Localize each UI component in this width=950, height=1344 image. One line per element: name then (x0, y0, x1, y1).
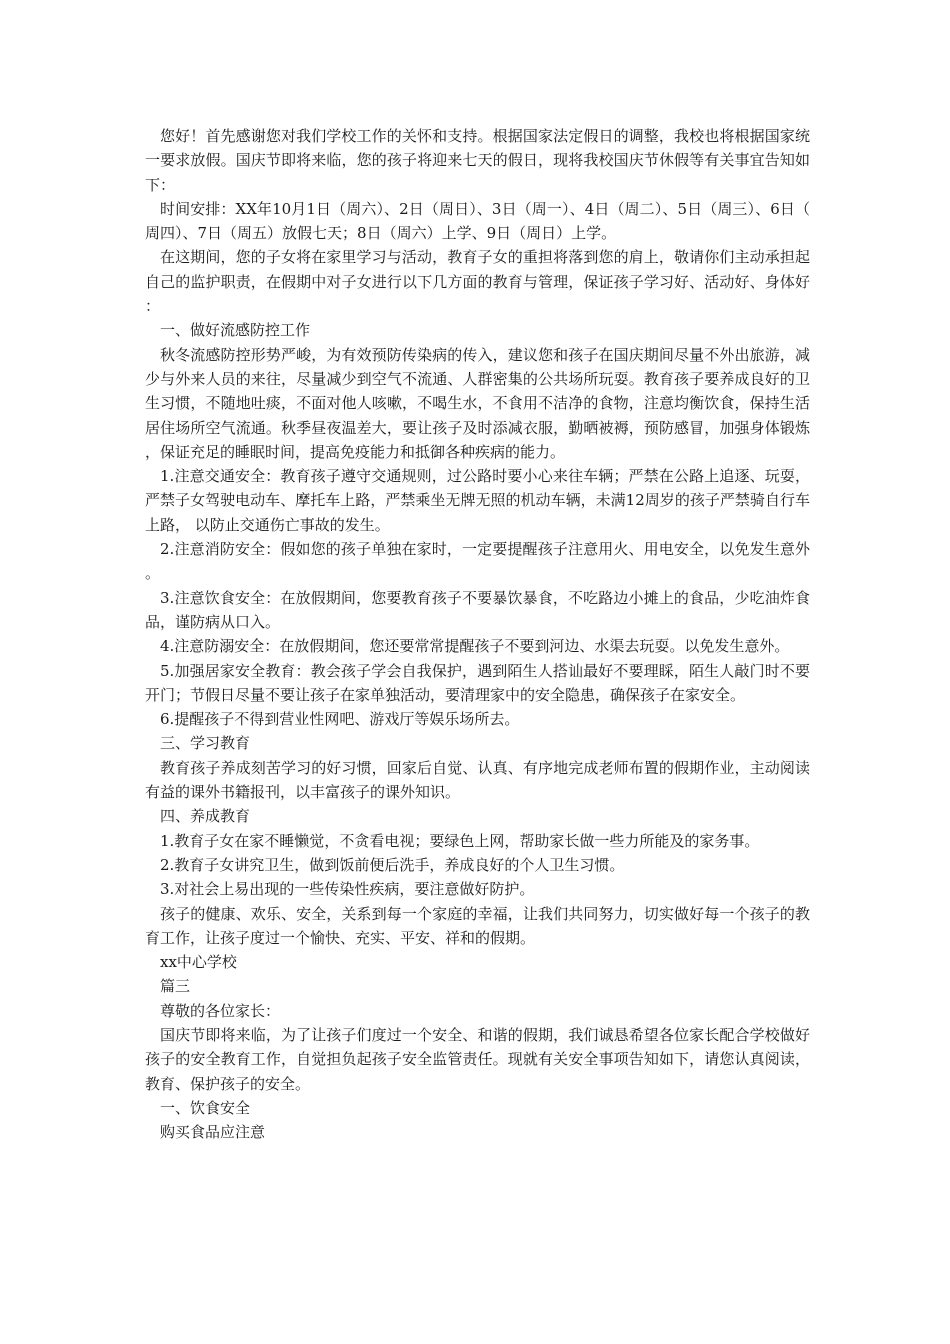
flu-paragraph: 秋冬流感防控形势严峻，为有效预防传染病的传入，建议您和孩子在国庆期间尽量不外出旅游，减少与外来人员的来往，尽量减少到空气不流通、人群密集的公共场所玩耍。教育孩子要养成良好的卫生习惯，不随地吐痰，不面对他人咳嗽，不喝生水，不食用不洁净的食物，注意均衡饮食，保持生活居住场所空气流通。秋季昼夜温差大，要让孩子及时添减衣服，勤晒被褥，预防感冒，加强身体锻炼，保证充足的睡眠时间，提高免疫能力和抵御各种疾病的能力。 (145, 345, 810, 461)
document-body (145, 124, 810, 1144)
list-item-traffic: 1.注意交通安全：教育孩子遵守交通规则，过公路时要小心来往车辆；严禁在公路上追逐、玩耍，严禁子女驾驶电动车、摩托车上路，严禁乘坐无牌无照的机动车辆，未满12周岁的孩子严禁骑自行车上路， 以防止交通伤亡事故的发生。 (145, 467, 810, 534)
part-heading: 篇三 (160, 977, 191, 996)
food-purchase-line: 购买食品应注意 (160, 1123, 266, 1142)
section-heading-study: 三、学习教育 (160, 734, 251, 753)
list-item-venues: 6.提醒孩子不得到营业性网吧、游戏厅等娱乐场所去。 (160, 710, 520, 729)
section-heading-habits: 四、养成教育 (160, 807, 251, 826)
signature: xx中心学校 (160, 953, 237, 972)
list-item-habits-3: 3.对社会上易出现的一些传染性疾病，要注意做好防护。 (160, 880, 535, 899)
list-item-food: 3.注意饮食安全：在放假期间，您要教育孩子不要暴饮暴食，不吃路边小摊上的食品，少吃油炸食品，谨防病从口入。 (145, 588, 810, 631)
schedule-paragraph: 时间安排：XX年10月1日（周六）、2日（周日）、3日（周一）、4日（周二）、5日（周三）、6日（周四）、7日（周五）放假七天；8日（周六）上学、9日（周日）上学。 (145, 199, 810, 243)
list-item-drowning: 4.注意防溺安全：在放假期间，您还要常常提醒孩子不要到河边、水渠去玩耍。以免发生意外。 (160, 637, 790, 656)
salutation: 尊敬的各位家长： (160, 1001, 281, 1020)
section-heading-food: 一、饮食安全 (160, 1098, 251, 1117)
study-paragraph: 教育孩子养成刻苦学习的好习惯，回家后自觉、认真、有序地完成老师布置的假期作业，主动阅读有益的课外书籍报刊，以丰富孩子的课外知识。 (145, 758, 810, 802)
notice-paragraph: 国庆节即将来临，为了让孩子们度过一个安全、和谐的假期，我们诚恳希望各位家长配合学校做好孩子的安全教育工作，自觉担负起孩子安全监管责任。现就有关安全事项告知如下，请您认真阅读，教育、保护孩子的安全。 (145, 1025, 810, 1093)
closing-paragraph: 孩子的健康、欢乐、安全，关系到每一个家庭的幸福，让我们共同努力，切实做好每一个孩子的教育工作，让孩子度过一个愉快、充实、平安、祥和的假期。 (145, 904, 810, 947)
list-item-habits-2: 2.教育子女讲究卫生，做到饭前便后洗手，养成良好的个人卫生习惯。 (160, 855, 625, 874)
list-item-habits-1: 1.教育子女在家不睡懒觉，不贪看电视；要绿色上网，帮助家长做一些力所能及的家务事。 (160, 831, 760, 850)
list-item-fire: 2.注意消防安全：假如您的孩子单独在家时，一定要提醒孩子注意用火、用电安全，以免发生意外。 (145, 540, 810, 583)
section-heading-flu: 一、做好流感防控工作 (160, 321, 311, 340)
list-item-home: 5.加强居家安全教育：教会孩子学会自我保护，遇到陌生人搭讪最好不要理睬，陌生人敲门时不要开门；节假日尽量不要让孩子在家单独活动，要清理家中的安全隐患，确保孩子在家安全。 (145, 661, 810, 704)
guardian-duty-paragraph: 在这期间，您的子女将在家里学习与活动，教育子女的重担将落到您的肩上，敬请你们主动承担起自己的监护职责，在假期中对子女进行以下几方面的教育与管理，保证孩子学习好、活动好、身体好： (145, 248, 810, 316)
intro-paragraph: 您好！首先感谢您对我们学校工作的关怀和支持。根据国家法定假日的调整，我校也将根据国家统一要求放假。国庆节即将来临，您的孩子将迎来七天的假日，现将我校国庆节休假等有关事宜告知如下： (145, 127, 810, 194)
